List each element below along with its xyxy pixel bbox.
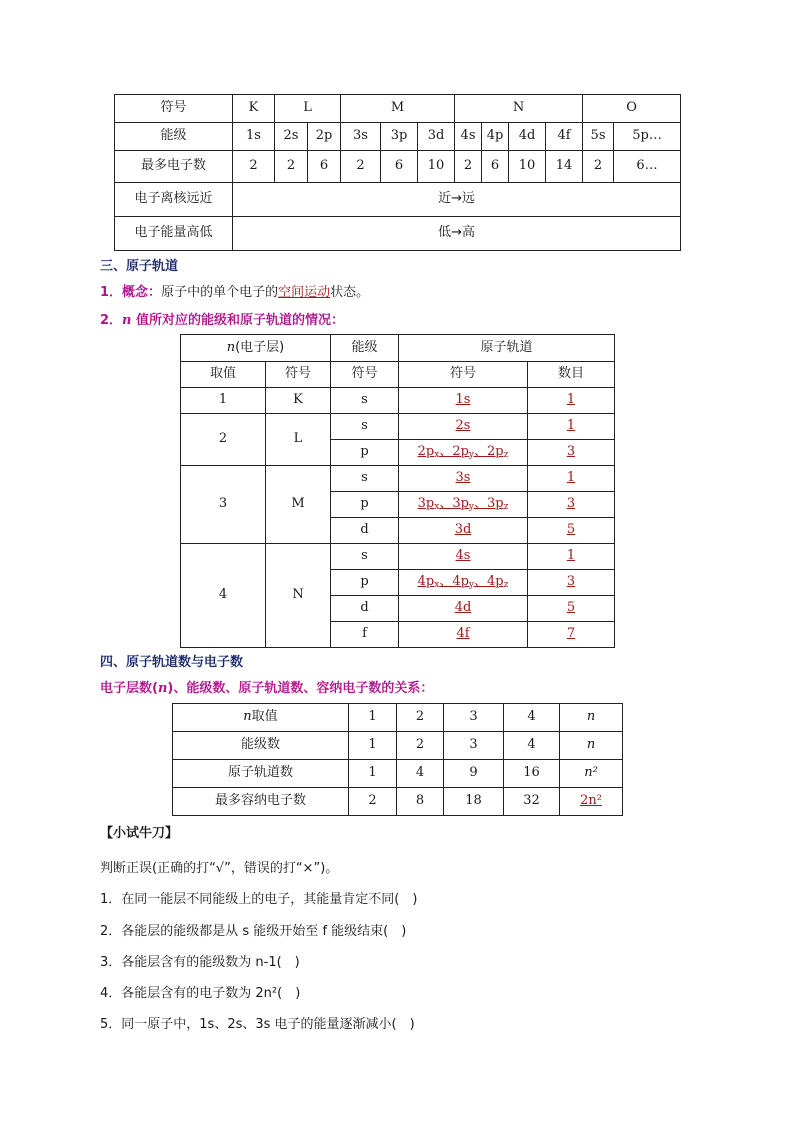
orbital-answer: $2p_x$、$2p_y$、$2p_z$ bbox=[417, 443, 509, 460]
orbital-answer: 1s bbox=[455, 392, 471, 408]
table-cell: 4 bbox=[181, 544, 266, 648]
table-cell: 5s bbox=[583, 123, 614, 151]
table-row bbox=[173, 704, 623, 732]
table-row bbox=[115, 123, 681, 151]
table-cell bbox=[528, 388, 615, 414]
table-cell bbox=[528, 622, 615, 648]
n-symbol: n bbox=[243, 709, 252, 725]
table-cell: 1s bbox=[233, 123, 275, 151]
orbital-answer: 2s bbox=[455, 418, 471, 434]
concept-label: 概念： bbox=[122, 285, 162, 300]
table-cell: K bbox=[233, 95, 275, 123]
subheading bbox=[100, 309, 344, 328]
quiz-item: 4．各能层含有的电子数为 2n²( ) bbox=[100, 986, 301, 1001]
table-cell: 2 bbox=[275, 151, 308, 183]
orbital-answer: 3s bbox=[455, 470, 471, 486]
table-cell: 能级 bbox=[115, 123, 233, 151]
table-cell bbox=[399, 492, 528, 518]
table-cell: f bbox=[331, 622, 399, 648]
table-cell: s bbox=[331, 544, 399, 570]
table-cell: 符号 bbox=[331, 362, 399, 388]
cell-answer: 2n² bbox=[580, 793, 602, 809]
quiz-item: 3．各能层含有的能级数为 n-1( ) bbox=[100, 955, 300, 970]
table-cell: 3p bbox=[381, 123, 418, 151]
quiz-item: 1．在同一能层不同能级上的电子，其能量肯定不同( ) bbox=[100, 892, 418, 907]
table-cell: s bbox=[331, 388, 399, 414]
orbital-answer: 4d bbox=[454, 600, 472, 616]
table-cell: 16 bbox=[504, 760, 560, 788]
orbital-answer: 4s bbox=[455, 548, 471, 564]
subheading-text: )、能级数、原子轨道数、容纳电子数的关系： bbox=[167, 681, 434, 696]
table-cell: 数目 bbox=[528, 362, 615, 388]
table-cell bbox=[399, 518, 528, 544]
table-cell bbox=[399, 622, 528, 648]
table-row bbox=[181, 466, 615, 492]
table-cell: K bbox=[266, 388, 331, 414]
count-answer: 5 bbox=[566, 600, 576, 616]
concept-answer: 空间运动 bbox=[278, 285, 331, 300]
table-cell: 近→远 bbox=[233, 183, 681, 217]
table-cell: 原子轨道 bbox=[399, 335, 615, 362]
table-row bbox=[115, 151, 681, 183]
table-cell bbox=[399, 388, 528, 414]
table-cell: s bbox=[331, 466, 399, 492]
count-answer: 5 bbox=[566, 522, 576, 538]
table-cell: 6 bbox=[482, 151, 509, 183]
table-cell: 2 bbox=[349, 788, 397, 816]
table-row bbox=[115, 217, 681, 251]
quiz-item: 2．各能层的能级都是从 s 能级开始至 f 能级结束( ) bbox=[100, 924, 407, 939]
header-text: (电子层) bbox=[235, 339, 285, 355]
table-cell: 4d bbox=[509, 123, 546, 151]
table-cell: 2 bbox=[233, 151, 275, 183]
table-cell bbox=[173, 704, 349, 732]
table-cell: O bbox=[583, 95, 681, 123]
table-cell: 1 bbox=[349, 760, 397, 788]
table-cell: 5p… bbox=[614, 123, 681, 151]
table-cell: 能级 bbox=[331, 335, 399, 362]
row-label: 取值 bbox=[251, 709, 278, 725]
orbital-answer: $4p_x$、$4p_y$、$4p_z$ bbox=[417, 573, 509, 590]
table-cell bbox=[181, 335, 331, 362]
table-cell: 2 bbox=[341, 151, 381, 183]
table-cell: p bbox=[331, 570, 399, 596]
table-cell: 4f bbox=[546, 123, 583, 151]
table-cell: 3 bbox=[181, 466, 266, 544]
concept-line bbox=[100, 281, 369, 300]
table-cell: p bbox=[331, 492, 399, 518]
table-cell bbox=[560, 732, 623, 760]
table-row bbox=[115, 183, 681, 217]
table-cell: 4p bbox=[482, 123, 509, 151]
quiz-item: 5．同一原子中，1s、2s、3s 电子的能量逐渐减小( ) bbox=[100, 1017, 415, 1032]
table-cell: 2 bbox=[583, 151, 614, 183]
table-cell: 原子轨道数 bbox=[173, 760, 349, 788]
table-cell bbox=[528, 544, 615, 570]
count-answer: 1 bbox=[566, 392, 576, 408]
table-cell bbox=[528, 570, 615, 596]
count-answer: 3 bbox=[566, 444, 576, 460]
table-cell bbox=[528, 596, 615, 622]
table-cell: 3d bbox=[418, 123, 455, 151]
table-cell: 6 bbox=[308, 151, 341, 183]
concept-text: 原子中的单个电子的 bbox=[161, 285, 279, 300]
table-cell: 4 bbox=[397, 760, 444, 788]
table-row bbox=[181, 414, 615, 440]
table-cell bbox=[528, 492, 615, 518]
table-cell bbox=[560, 788, 623, 816]
table-row bbox=[115, 95, 681, 123]
count-answer: 1 bbox=[566, 418, 576, 434]
table-cell: 最多容纳电子数 bbox=[173, 788, 349, 816]
table-cell: 电子能量高低 bbox=[115, 217, 233, 251]
table-cell: d bbox=[331, 518, 399, 544]
table-cell: 3 bbox=[444, 704, 504, 732]
table-row bbox=[173, 760, 623, 788]
table-row bbox=[173, 788, 623, 816]
table-cell bbox=[399, 466, 528, 492]
table-cell: 2 bbox=[455, 151, 482, 183]
item-number: 1． bbox=[100, 285, 123, 300]
table-cell: M bbox=[266, 466, 331, 544]
table-row bbox=[181, 335, 615, 362]
count-answer: 1 bbox=[566, 470, 576, 486]
table-cell: 符号 bbox=[266, 362, 331, 388]
table-cell bbox=[399, 596, 528, 622]
table-cell: 1 bbox=[181, 388, 266, 414]
table-cell bbox=[399, 414, 528, 440]
energy-level-table bbox=[114, 94, 681, 251]
table-row bbox=[181, 388, 615, 414]
table-cell: 4 bbox=[504, 704, 560, 732]
table-cell: 低→高 bbox=[233, 217, 681, 251]
table-cell: 18 bbox=[444, 788, 504, 816]
table-cell: 电子离核远近 bbox=[115, 183, 233, 217]
table-cell: 9 bbox=[444, 760, 504, 788]
table-row bbox=[181, 362, 615, 388]
table-cell: 取值 bbox=[181, 362, 266, 388]
table-row bbox=[181, 544, 615, 570]
n-symbol: n bbox=[226, 339, 236, 355]
table-cell: 10 bbox=[418, 151, 455, 183]
table-cell: 3 bbox=[444, 732, 504, 760]
table-cell: 32 bbox=[504, 788, 560, 816]
table-cell: L bbox=[266, 414, 331, 466]
table-cell: 2p bbox=[308, 123, 341, 151]
cell-value: n² bbox=[584, 765, 598, 781]
quiz-title: 【小试牛刀】 bbox=[100, 826, 179, 841]
subheading bbox=[100, 677, 433, 696]
table-cell bbox=[560, 704, 623, 732]
relation-table bbox=[172, 703, 623, 816]
table-cell: N bbox=[266, 544, 331, 648]
table-cell: 2 bbox=[397, 732, 444, 760]
table-cell: 6 bbox=[381, 151, 418, 183]
table-cell: 8 bbox=[397, 788, 444, 816]
concept-text: 状态。 bbox=[330, 285, 370, 300]
section-heading: 四、原子轨道数与电子数 bbox=[100, 655, 244, 670]
table-cell bbox=[528, 440, 615, 466]
table-cell: 4s bbox=[455, 123, 482, 151]
table-cell: L bbox=[275, 95, 341, 123]
orbital-answer: 3d bbox=[454, 522, 472, 538]
subheading-text: 值所对应的能级和原子轨道的情况： bbox=[131, 313, 345, 328]
count-answer: 3 bbox=[566, 574, 576, 590]
table-cell: 10 bbox=[509, 151, 546, 183]
item-number: 2． bbox=[100, 313, 123, 328]
quiz-intro: 判断正误(正确的打“√”，错误的打“×”)。 bbox=[100, 861, 339, 876]
table-cell: M bbox=[341, 95, 455, 123]
table-cell: 1 bbox=[349, 732, 397, 760]
table-cell: 1 bbox=[349, 704, 397, 732]
table-cell: 符号 bbox=[399, 362, 528, 388]
orbital-answer: $3p_x$、$3p_y$、$3p_z$ bbox=[417, 495, 509, 512]
table-cell: N bbox=[455, 95, 583, 123]
table-cell: p bbox=[331, 440, 399, 466]
table-cell: s bbox=[331, 414, 399, 440]
table-cell: 4 bbox=[504, 732, 560, 760]
count-answer: 7 bbox=[566, 626, 576, 642]
orbital-table bbox=[180, 334, 615, 648]
count-answer: 3 bbox=[566, 496, 576, 512]
table-cell: 14 bbox=[546, 151, 583, 183]
table-cell bbox=[528, 518, 615, 544]
orbital-answer: 4f bbox=[456, 626, 470, 642]
table-cell bbox=[560, 760, 623, 788]
table-cell bbox=[528, 414, 615, 440]
table-cell: 最多电子数 bbox=[115, 151, 233, 183]
table-cell bbox=[399, 570, 528, 596]
table-cell bbox=[399, 544, 528, 570]
table-cell: 能级数 bbox=[173, 732, 349, 760]
table-cell: 符号 bbox=[115, 95, 233, 123]
table-cell: 2s bbox=[275, 123, 308, 151]
table-cell: 3s bbox=[341, 123, 381, 151]
table-cell: 2 bbox=[181, 414, 266, 466]
cell-value: n bbox=[586, 709, 596, 725]
table-cell bbox=[528, 466, 615, 492]
n-symbol: n bbox=[157, 681, 168, 696]
table-cell: 2 bbox=[397, 704, 444, 732]
count-answer: 1 bbox=[566, 548, 576, 564]
table-cell: d bbox=[331, 596, 399, 622]
table-cell: 6… bbox=[614, 151, 681, 183]
table-cell bbox=[399, 440, 528, 466]
cell-value: n bbox=[586, 737, 596, 753]
n-symbol: n bbox=[122, 313, 132, 328]
subheading-text: 电子层数( bbox=[100, 681, 158, 696]
table-row bbox=[173, 732, 623, 760]
section-heading: 三、原子轨道 bbox=[100, 259, 179, 274]
